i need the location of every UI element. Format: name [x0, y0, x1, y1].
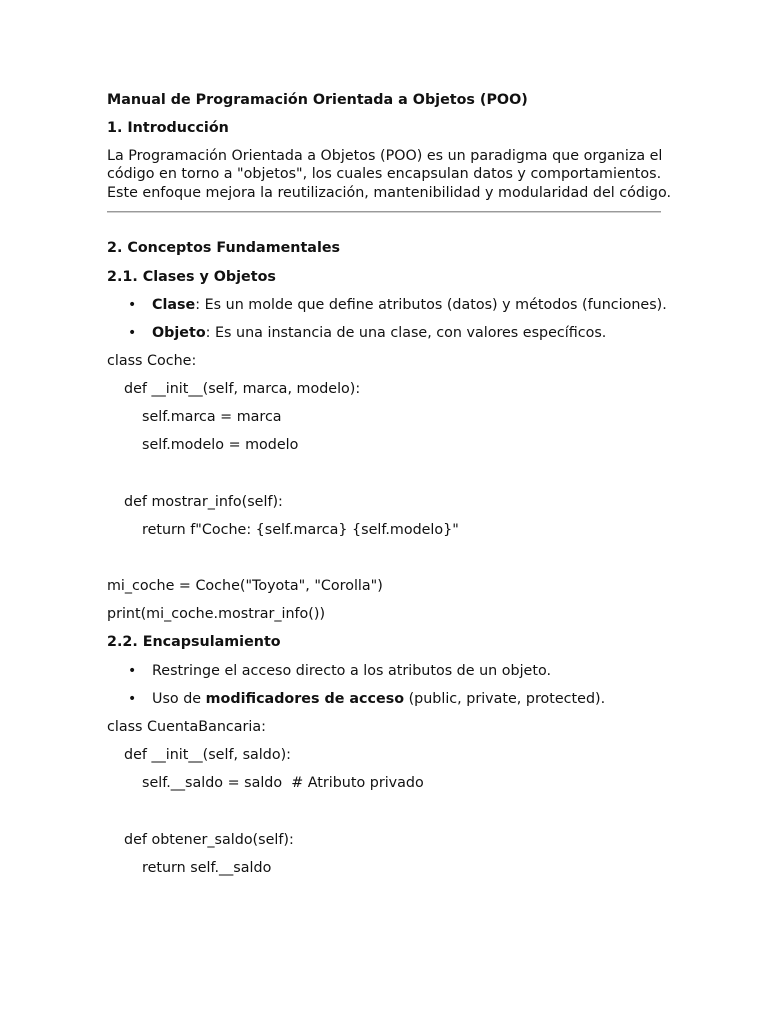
code-line: class Coche: — [107, 353, 197, 369]
bullet-dot: • — [128, 691, 137, 707]
subsection-heading-clases-objetos: 2.1. Clases y Objetos — [107, 269, 276, 285]
section-heading-conceptos: 2. Conceptos Fundamentales — [107, 240, 341, 256]
intro-line: código en torno a "objetos", los cuales encapsulan datos y comportamientos. — [107, 166, 662, 183]
code-line: mi_coche = Coche("Toyota", "Corolla") — [107, 578, 383, 594]
intro-line: Este enfoque mejora la reutilización, mantenibilidad y modularidad del código. — [107, 184, 672, 201]
bullet-term: Objeto — [152, 325, 206, 341]
bullet-term: modificadores de acceso — [205, 691, 405, 707]
code-line: def mostrar_info(self): — [124, 494, 283, 510]
bullet-dot: • — [128, 297, 137, 313]
bullet-item-modificadores — [152, 690, 605, 708]
bullet-description: : Es una instancia de una clase, con valores específicos. — [205, 325, 607, 341]
bullet-dot: • — [128, 663, 137, 679]
code-line: return self.__saldo — [142, 860, 272, 876]
intro-line: La Programación Orientada a Objetos (POO) es un paradigma que organiza el — [107, 148, 663, 164]
code-line: def __init__(self, saldo): — [124, 747, 291, 763]
intro-paragraph — [107, 147, 672, 202]
bullet-item-objeto — [152, 324, 606, 342]
code-line: def obtener_saldo(self): — [124, 832, 294, 848]
code-line: def __init__(self, marca, modelo): — [124, 381, 361, 397]
code-line: print(mi_coche.mostrar_info()) — [107, 606, 326, 622]
subsection-heading-encapsulamiento: 2.2. Encapsulamiento — [107, 634, 281, 650]
bullet-dot: • — [128, 325, 137, 341]
bullet-description: (public, private, protected). — [404, 691, 606, 707]
code-line: self.marca = marca — [142, 409, 282, 425]
bullet-item-clase — [152, 296, 667, 314]
bullet-description: : Es un molde que define atributos (datos) y métodos (funciones). — [195, 297, 667, 313]
section-heading-introduccion: 1. Introducción — [107, 120, 229, 136]
code-line: self.__saldo = saldo # Atributo privado — [142, 775, 424, 791]
code-line: return f"Coche: {self.marca} {self.modelo}" — [142, 522, 459, 538]
document-title: Manual de Programación Orientada a Objetos (POO) — [107, 92, 528, 108]
bullet-prefix: Uso de — [152, 691, 206, 707]
bullet-description: Restringe el acceso directo a los atributos de un objeto. — [152, 663, 552, 679]
horizontal-divider — [107, 211, 661, 213]
code-line: class CuentaBancaria: — [107, 719, 266, 735]
code-line: self.modelo = modelo — [142, 437, 299, 453]
bullet-term: Clase — [152, 297, 196, 313]
bullet-item-restringe — [152, 662, 551, 680]
